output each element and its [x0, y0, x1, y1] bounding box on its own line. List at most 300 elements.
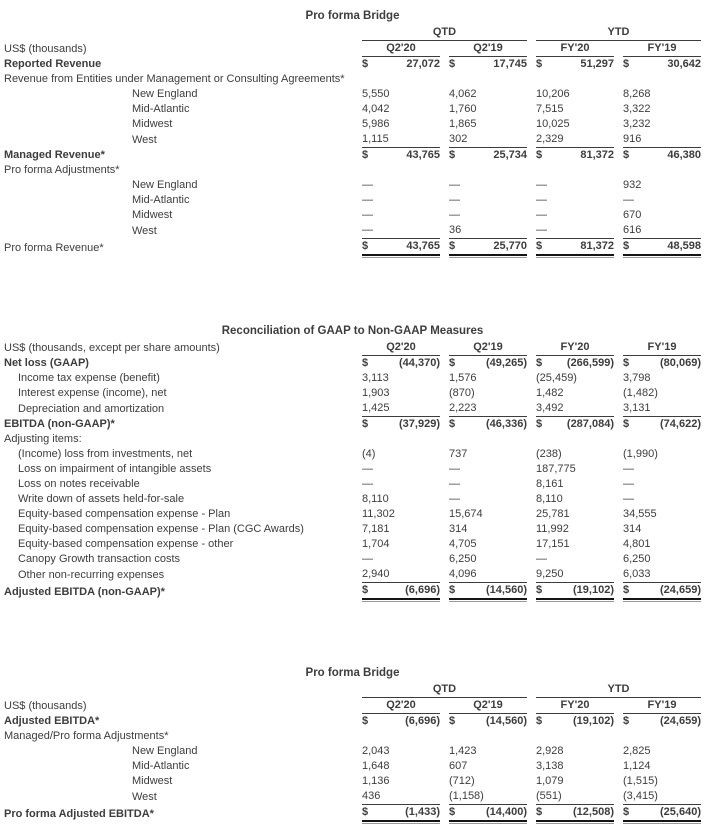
period-group-cell: [353, 682, 527, 698]
value-cell: [440, 417, 527, 432]
cell-value: (12,508): [573, 806, 614, 818]
cell-value: —: [362, 553, 373, 565]
financial-table: [4, 682, 701, 822]
table-row: [4, 72, 701, 87]
value-box: [362, 102, 440, 117]
value-cell: [353, 417, 440, 432]
value-cell: [527, 386, 614, 401]
value-cell: [440, 744, 527, 759]
cell-value: 17,151: [536, 538, 570, 550]
cell-value: 187,775: [536, 463, 576, 475]
value-cell: [440, 401, 527, 417]
value-cell: [440, 87, 527, 102]
value-box: [362, 117, 440, 132]
cell-value: 2,043: [361, 745, 390, 757]
value-box: [362, 492, 440, 507]
empty-cell: [353, 729, 440, 744]
value-box: [362, 567, 440, 583]
period-group-row: [4, 682, 701, 698]
value-box: [362, 774, 440, 789]
cell-value: (287,084): [566, 418, 614, 430]
value-cell: [353, 774, 440, 789]
value-cell: [527, 567, 614, 583]
dollar-sign: $: [536, 584, 543, 596]
value-cell: [614, 57, 701, 72]
row-label: West: [132, 225, 157, 237]
value-cell: [527, 223, 614, 239]
value-cell: [440, 714, 527, 729]
table-row: [4, 163, 701, 178]
value-cell: [440, 239, 527, 256]
value-cell: [614, 417, 701, 432]
cell-value: —: [449, 493, 460, 505]
cell-value: 670: [623, 209, 642, 221]
column-header: Q2'20: [362, 41, 440, 57]
table-row: [4, 117, 701, 132]
cell-value: 25,770: [493, 240, 527, 252]
value-box: [362, 57, 440, 72]
value-box: [536, 583, 614, 600]
cell-value: 2,928: [536, 745, 564, 757]
cell-value: (37,929): [399, 418, 440, 430]
period-group-label: QTD: [362, 682, 527, 698]
table-row: [4, 57, 701, 72]
table-row: [4, 462, 701, 477]
table-row: [4, 102, 701, 117]
cell-value: (74,622): [660, 418, 701, 430]
value-cell: [440, 805, 527, 822]
value-cell: [353, 507, 440, 522]
cell-value: 17,745: [493, 58, 527, 70]
cell-value: 43,765: [406, 149, 440, 161]
row-label: New England: [132, 745, 198, 757]
column-header: FY'19: [623, 41, 701, 57]
value-box: [536, 522, 614, 537]
cell-value: (1,433): [405, 806, 440, 818]
row-label: Depreciation and amortization: [18, 403, 165, 415]
column-header-cell: [353, 340, 440, 356]
value-box: [362, 87, 440, 102]
value-cell: [614, 744, 701, 759]
value-cell: [353, 447, 440, 462]
empty-cell: [614, 72, 701, 87]
value-cell: [440, 552, 527, 567]
column-header-row: [4, 340, 701, 356]
value-cell: [353, 552, 440, 567]
value-cell: [440, 759, 527, 774]
value-cell: [614, 537, 701, 552]
cell-value: (25,459): [536, 372, 577, 384]
cell-value: 1,423: [448, 745, 477, 757]
value-cell: [440, 371, 527, 386]
unit-label: US$ (thousands): [4, 43, 87, 55]
cell-value: (6,696): [405, 584, 440, 596]
value-box: [362, 789, 440, 805]
cell-value: (19,102): [573, 584, 614, 596]
cell-value: 5,986: [361, 118, 390, 130]
value-box: [536, 401, 614, 417]
dollar-sign: $: [361, 58, 369, 70]
value-cell: [440, 522, 527, 537]
cell-value: 4,705: [449, 538, 477, 550]
value-box: [623, 789, 701, 805]
cell-value: 3,322: [623, 103, 651, 115]
value-cell: [527, 87, 614, 102]
value-box: [623, 193, 701, 208]
dollar-sign: $: [536, 149, 543, 161]
value-box: [362, 239, 440, 256]
value-box: [449, 208, 527, 223]
value-box: [362, 178, 440, 193]
value-box: [449, 401, 527, 417]
value-box: [536, 356, 614, 371]
cell-value: (3,415): [623, 790, 658, 802]
value-cell: [527, 805, 614, 822]
row-label: Pro forma Revenue*: [4, 242, 104, 254]
cell-value: —: [361, 209, 373, 221]
cell-value: 1,115: [361, 133, 389, 145]
row-label: Canopy Growth transaction costs: [18, 553, 181, 565]
value-box: [536, 537, 614, 552]
value-box: [449, 805, 527, 822]
value-box: [362, 805, 440, 822]
cell-value: 43,765: [406, 240, 440, 252]
financial-table: [4, 340, 701, 600]
value-box: [449, 507, 527, 522]
cell-value: —: [362, 463, 373, 475]
value-box: [362, 386, 440, 401]
value-cell: [527, 552, 614, 567]
value-cell: [353, 462, 440, 477]
value-box: [449, 583, 527, 600]
column-header: FY'19: [623, 698, 701, 714]
column-header-row: [4, 41, 701, 57]
dollar-sign: $: [448, 58, 456, 70]
value-box: [623, 87, 701, 102]
table-row: [4, 239, 701, 256]
value-box: [362, 148, 440, 163]
dollar-sign: $: [536, 58, 543, 70]
table-row: [4, 87, 701, 102]
cell-value: 25,781: [536, 508, 570, 520]
value-cell: [614, 552, 701, 567]
cell-value: 81,372: [580, 240, 614, 252]
cell-value: 932: [623, 179, 642, 191]
dollar-sign: $: [448, 240, 456, 252]
value-box: [362, 417, 440, 432]
cell-value: (14,560): [486, 715, 527, 727]
value-box: [623, 805, 701, 822]
cell-value: 616: [623, 224, 642, 236]
value-box: [536, 507, 614, 522]
value-cell: [527, 57, 614, 72]
value-box: [623, 507, 701, 522]
value-box: [362, 356, 440, 371]
cell-value: (1,990): [623, 448, 658, 460]
table-row: [4, 714, 701, 729]
cell-value: 3,492: [536, 402, 564, 414]
dollar-sign: $: [623, 357, 630, 369]
value-cell: [353, 356, 440, 371]
value-cell: [614, 759, 701, 774]
value-cell: [440, 447, 527, 462]
cell-value: 1,124: [623, 760, 651, 772]
table-title: Pro forma Bridge: [305, 10, 400, 22]
value-box: [362, 583, 440, 600]
dollar-sign: $: [448, 715, 456, 727]
cell-value: 4,042: [361, 103, 390, 115]
value-cell: [353, 386, 440, 401]
value-cell: [353, 57, 440, 72]
cell-value: 1,482: [536, 387, 564, 399]
value-cell: [614, 507, 701, 522]
value-box: [536, 447, 614, 462]
empty-cell: [527, 729, 614, 744]
value-cell: [614, 208, 701, 223]
value-box: [449, 744, 527, 759]
value-box: [536, 239, 614, 256]
cell-value: 34,555: [623, 508, 657, 520]
dollar-sign: $: [623, 149, 630, 161]
value-cell: [353, 132, 440, 148]
value-box: [449, 774, 527, 789]
dollar-sign: $: [361, 240, 369, 252]
cell-value: 436: [361, 790, 381, 802]
dollar-sign: $: [536, 357, 543, 369]
dollar-sign: $: [361, 715, 369, 727]
value-cell: [440, 462, 527, 477]
cell-value: 6,250: [623, 553, 651, 565]
value-box: [362, 552, 440, 567]
cell-value: 46,380: [667, 149, 701, 161]
value-cell: [527, 789, 614, 805]
cell-value: (870): [449, 387, 475, 399]
column-header-cell: [527, 41, 614, 57]
cell-value: 4,062: [448, 88, 477, 100]
row-label: Revenue from Entities under Management or Consulting Agreements*: [4, 73, 345, 85]
cell-value: —: [449, 478, 460, 490]
empty-cell: [527, 432, 614, 447]
unit-cell: [4, 340, 353, 356]
table-row: [4, 178, 701, 193]
value-box: [536, 208, 614, 223]
cell-value: (1,482): [623, 387, 658, 399]
cell-value: —: [536, 194, 547, 206]
value-cell: [527, 744, 614, 759]
table-row: [4, 774, 701, 789]
cell-value: —: [361, 179, 373, 191]
value-cell: [527, 417, 614, 432]
cell-value: 6,033: [623, 568, 651, 580]
row-label: Other non-recurring expenses: [18, 569, 165, 581]
cell-value: (238): [536, 448, 562, 460]
value-cell: [614, 492, 701, 507]
value-cell: [353, 223, 440, 239]
value-box: [449, 57, 527, 72]
cell-value: (1,158): [448, 790, 484, 802]
value-box: [623, 386, 701, 401]
cell-value: (24,659): [660, 715, 701, 727]
value-cell: [527, 148, 614, 163]
cell-value: 51,297: [580, 58, 614, 70]
row-label: Managed/Pro forma Adjustments*: [4, 730, 169, 742]
cell-value: 30,642: [667, 58, 701, 70]
value-box: [449, 178, 527, 193]
value-box: [623, 537, 701, 552]
period-group-cell: [353, 25, 527, 41]
value-box: [362, 193, 440, 208]
cell-value: —: [361, 194, 373, 206]
cell-value: —: [536, 179, 547, 191]
dollar-sign: $: [623, 715, 630, 727]
row-label: Write down of assets held-for-sale: [18, 493, 185, 505]
value-box: [362, 401, 440, 417]
value-cell: [353, 522, 440, 537]
value-cell: [614, 148, 701, 163]
cell-value: 27,072: [406, 58, 440, 70]
column-header-cell: [440, 340, 527, 356]
row-label: Mid-Atlantic: [132, 194, 190, 206]
column-header: FY'20: [536, 340, 614, 356]
value-cell: [614, 193, 701, 208]
table-gaap-to-non-gaap-reconciliation: [4, 324, 701, 600]
value-cell: [614, 401, 701, 417]
cell-value: 3,138: [536, 760, 564, 772]
dollar-sign: $: [623, 240, 630, 252]
row-label: Interest expense (income), net: [18, 387, 167, 399]
value-box: [362, 522, 440, 537]
row-label: Net loss (GAAP): [4, 357, 89, 369]
value-box: [536, 552, 614, 567]
value-cell: [440, 386, 527, 401]
value-cell: [527, 371, 614, 386]
unit-label: US$ (thousands, except per share amounts): [4, 342, 220, 354]
row-label: New England: [132, 88, 198, 100]
value-cell: [353, 789, 440, 805]
cell-value: 48,598: [667, 240, 701, 252]
cell-value: —: [448, 194, 460, 206]
table-row: [4, 537, 701, 552]
period-group-label: YTD: [536, 25, 701, 41]
value-box: [536, 193, 614, 208]
table-row: [4, 583, 701, 600]
cell-value: (266,599): [566, 357, 614, 369]
value-cell: [527, 193, 614, 208]
value-box: [536, 117, 614, 132]
table-row: [4, 522, 701, 537]
financial-table: [4, 25, 701, 256]
value-box: [623, 477, 701, 492]
cell-value: 2,223: [449, 402, 477, 414]
cell-value: 11,992: [536, 523, 569, 535]
value-cell: [614, 714, 701, 729]
column-header-row: [4, 698, 701, 714]
cell-value: 2,825: [623, 745, 651, 757]
dollar-sign: $: [448, 806, 456, 818]
table-row: [4, 759, 701, 774]
value-cell: [353, 117, 440, 132]
value-box: [536, 462, 614, 477]
value-cell: [614, 522, 701, 537]
value-box: [449, 462, 527, 477]
value-box: [536, 148, 614, 163]
value-cell: [527, 537, 614, 552]
value-cell: [353, 239, 440, 256]
column-header-cell: [527, 698, 614, 714]
row-label: Pro forma Adjustments*: [4, 164, 120, 176]
value-cell: [614, 583, 701, 600]
cell-value: 5,550: [361, 88, 390, 100]
row-label: Loss on notes receivable: [18, 478, 140, 490]
cell-value: —: [536, 553, 547, 565]
unit-cell: [4, 41, 353, 57]
value-box: [536, 744, 614, 759]
dollar-sign: $: [362, 584, 369, 596]
value-cell: [440, 774, 527, 789]
value-box: [623, 462, 701, 477]
value-cell: [353, 401, 440, 417]
value-box: [536, 805, 614, 822]
value-box: [623, 552, 701, 567]
value-cell: [614, 462, 701, 477]
value-box: [449, 87, 527, 102]
value-cell: [440, 57, 527, 72]
empty-cell: [440, 163, 527, 178]
cell-value: (6,696): [405, 715, 440, 727]
column-header-cell: [527, 340, 614, 356]
cell-value: 9,250: [536, 568, 564, 580]
value-box: [449, 759, 527, 774]
value-box: [623, 208, 701, 223]
dollar-sign: $: [361, 149, 369, 161]
value-box: [536, 223, 614, 239]
dollar-sign: $: [362, 418, 369, 430]
empty-cell: [527, 163, 614, 178]
cell-value: (46,336): [486, 418, 527, 430]
value-cell: [353, 178, 440, 193]
value-cell: [527, 522, 614, 537]
value-box: [536, 57, 614, 72]
empty-cell: [614, 729, 701, 744]
value-cell: [527, 714, 614, 729]
table-row: [4, 356, 701, 371]
value-cell: [614, 87, 701, 102]
cell-value: 1,425: [362, 402, 390, 414]
dollar-sign: $: [536, 418, 543, 430]
row-label: Adjusted EBITDA*: [4, 715, 100, 727]
value-cell: [440, 567, 527, 583]
cell-value: 8,161: [536, 478, 564, 490]
value-cell: [614, 774, 701, 789]
cell-value: (1,515): [623, 775, 658, 787]
value-box: [362, 507, 440, 522]
value-box: [449, 239, 527, 256]
value-box: [449, 193, 527, 208]
cell-value: (19,102): [573, 715, 614, 727]
period-group-cell: [527, 25, 701, 41]
column-header-cell: [440, 698, 527, 714]
period-group-label: QTD: [362, 25, 527, 41]
value-box: [362, 462, 440, 477]
cell-value: (80,069): [660, 357, 701, 369]
value-box: [623, 223, 701, 239]
row-label: Midwest: [132, 775, 173, 787]
value-box: [449, 522, 527, 537]
value-cell: [527, 583, 614, 600]
value-cell: [353, 208, 440, 223]
value-box: [623, 132, 701, 148]
value-box: [623, 178, 701, 193]
